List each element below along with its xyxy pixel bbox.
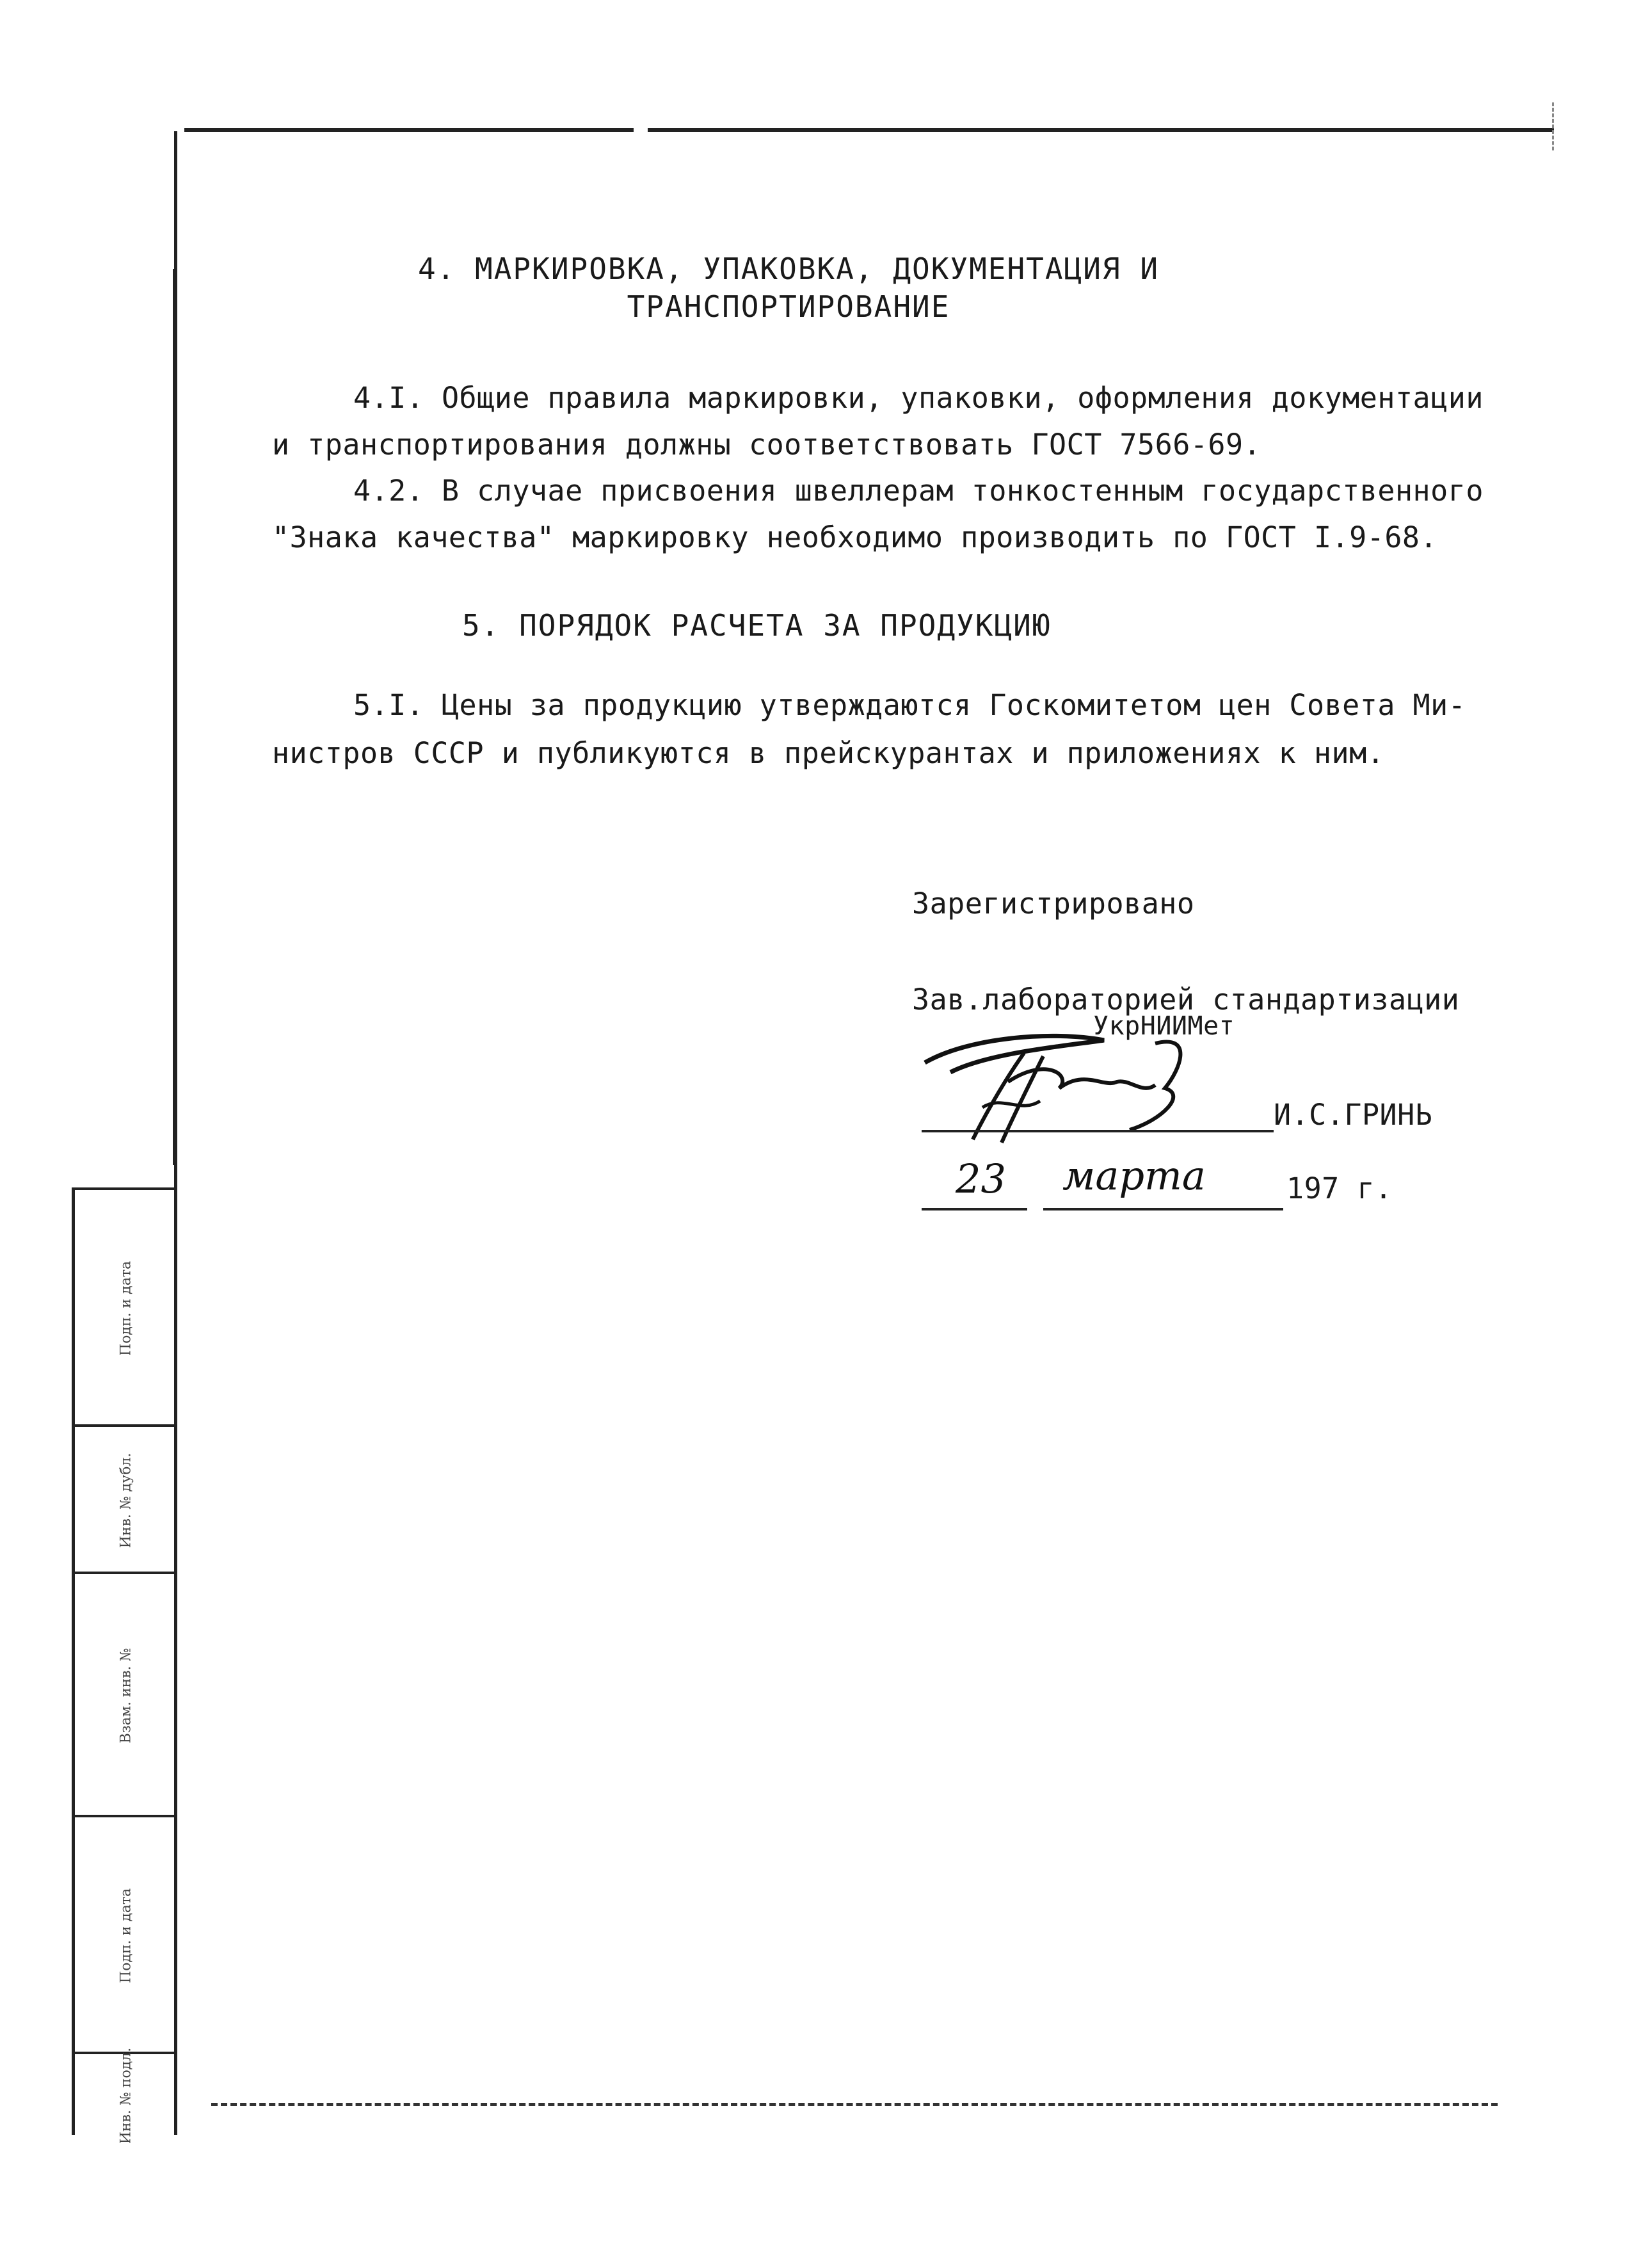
stamp-cell-original-number: Инв. № подл.	[75, 2052, 177, 2137]
paragraph-4-1-line-2: и транспортирования должны соответствовать ГОСТ 7566-69.	[272, 428, 1261, 462]
paragraph-4-2-line-1: 4.2. В случае присвоения швеллерам тонкостенным государственного	[353, 474, 1484, 508]
stamp-cell-duplicate-number: Инв. № дубл.	[75, 1424, 177, 1574]
bottom-frame-line	[211, 2103, 1498, 2106]
signature-line	[922, 1130, 1274, 1132]
paragraph-4-1-line-1: 4.I. Общие правила маркировки, упаковки, оформления документации	[353, 381, 1484, 415]
date-month: марта	[1062, 1152, 1206, 1199]
date-day: 23	[956, 1155, 1006, 1202]
right-edge-mark	[1552, 102, 1554, 150]
institute-label: УкрНИИМет	[1093, 1011, 1235, 1041]
top-frame-line	[184, 128, 1554, 132]
left-frame-thick-line	[173, 269, 177, 1165]
stamp-cell-signature-date-2: Подп. и дата	[75, 1815, 177, 2054]
stamp-cell-replacement-number: Взам. инв. №	[75, 1572, 177, 1817]
stamp-cell-signature-date: Подп. и дата	[75, 1187, 177, 1427]
date-day-line	[922, 1208, 1027, 1210]
paragraph-4-2-line-2: "Знака качества" маркировку необходимо производить по ГОСТ I.9-68.	[272, 520, 1438, 554]
paragraph-5-1-line-2: нистров СССР и публикуются в прейскурантах и приложениях к ним.	[272, 736, 1385, 770]
section-4-heading-line-1: 4. МАРКИРОВКА, УПАКОВКА, ДОКУМЕНТАЦИЯ И	[417, 252, 1160, 286]
signer-name: И.С.ГРИНЬ	[1274, 1098, 1433, 1132]
section-5-heading: 5. ПОРЯДОК РАСЧЕТА ЗА ПРОДУКЦИЮ	[462, 608, 1052, 643]
date-month-line	[1043, 1208, 1283, 1210]
stamp-column	[72, 1187, 177, 2144]
top-frame-gap	[634, 125, 648, 134]
signature-image	[912, 1018, 1258, 1146]
date-year: 197 г.	[1286, 1171, 1393, 1205]
section-4-heading-line-2: ТРАНСПОРТИРОВАНИЕ	[627, 289, 950, 324]
position-label: Зав.лабораторией стандартизации	[912, 983, 1460, 1017]
paragraph-5-1-line-1: 5.I. Цены за продукцию утверждаются Госкомитетом цен Совета Ми-	[353, 688, 1466, 722]
registered-label: Зарегистрировано	[912, 887, 1195, 921]
